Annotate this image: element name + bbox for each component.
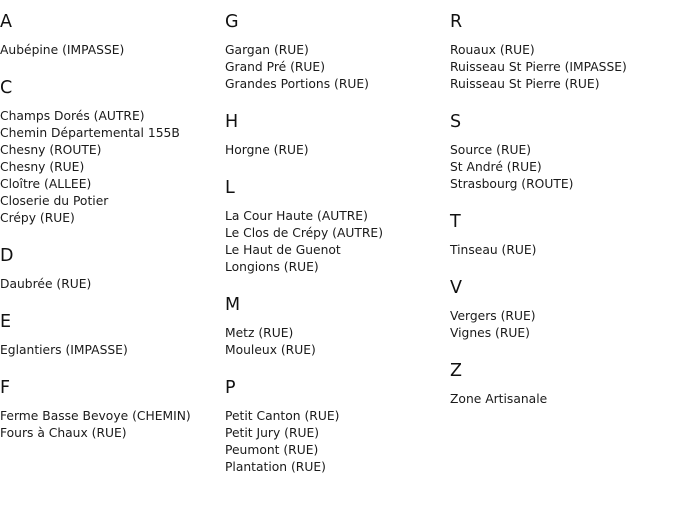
letter-heading: E <box>0 312 12 332</box>
street-link[interactable]: Metz (RUE) <box>225 326 294 340</box>
letter-group <box>225 294 450 359</box>
street-link[interactable]: Grandes Portions (RUE) <box>225 77 369 91</box>
street-link[interactable]: Gargan (RUE) <box>225 43 309 57</box>
letter-group <box>450 211 675 259</box>
letter-group <box>225 177 450 276</box>
street-link[interactable]: Plantation (RUE) <box>225 460 326 474</box>
street-link[interactable]: Tinseau (RUE) <box>450 243 537 257</box>
letter-heading: Z <box>450 361 462 381</box>
index-column-1 <box>0 11 225 460</box>
street-link[interactable]: Ferme Basse Bevoye (CHEMIN) <box>0 409 191 423</box>
letter-group <box>225 111 450 159</box>
letter-group <box>0 245 225 293</box>
letter-heading: P <box>225 378 236 398</box>
street-link[interactable]: Strasbourg (ROUTE) <box>450 177 574 191</box>
street-link[interactable]: Zone Artisanale <box>450 392 548 406</box>
street-link[interactable]: Le Clos de Crépy (AUTRE) <box>225 226 383 240</box>
letter-group <box>450 277 675 342</box>
street-link[interactable]: Aubépine (IMPASSE) <box>0 43 125 57</box>
street-link[interactable]: Chesny (ROUTE) <box>0 143 102 157</box>
street-link[interactable]: Grand Pré (RUE) <box>225 60 325 74</box>
street-link[interactable]: Mouleux (RUE) <box>225 343 316 357</box>
street-link[interactable]: Source (RUE) <box>450 143 532 157</box>
letter-group <box>225 377 450 476</box>
street-link[interactable]: St André (RUE) <box>450 160 542 174</box>
index-column-2 <box>225 11 450 494</box>
letter-group <box>0 377 225 442</box>
street-link[interactable]: Horgne (RUE) <box>225 143 309 157</box>
letter-group <box>450 11 675 93</box>
letter-heading: H <box>225 112 239 132</box>
street-link[interactable]: Fours à Chaux (RUE) <box>0 426 127 440</box>
street-link[interactable]: Daubrée (RUE) <box>0 277 92 291</box>
letter-heading: R <box>450 12 463 32</box>
street-link[interactable]: Ruisseau St Pierre (RUE) <box>450 77 600 91</box>
street-link[interactable]: Champs Dorés (AUTRE) <box>0 109 145 123</box>
street-link[interactable]: Peumont (RUE) <box>225 443 319 457</box>
street-link[interactable]: Vergers (RUE) <box>450 309 536 323</box>
letter-heading: A <box>0 12 12 32</box>
street-link[interactable]: Crépy (RUE) <box>0 211 75 225</box>
letter-group <box>450 360 675 408</box>
street-link[interactable]: Chemin Départemental 155B <box>0 126 180 140</box>
letter-group <box>0 311 225 359</box>
index-column-3 <box>450 11 675 426</box>
letter-heading: L <box>225 178 235 198</box>
letter-group <box>450 111 675 193</box>
letter-group <box>0 11 225 59</box>
letter-heading: F <box>0 378 11 398</box>
street-link[interactable]: Vignes (RUE) <box>450 326 530 340</box>
street-link[interactable]: Le Haut de Guenot <box>225 243 341 257</box>
street-link[interactable]: Eglantiers (IMPASSE) <box>0 343 128 357</box>
letter-heading: T <box>450 212 461 232</box>
street-link[interactable]: Rouaux (RUE) <box>450 43 535 57</box>
letter-heading: S <box>450 112 462 132</box>
letter-group <box>225 11 450 93</box>
street-link[interactable]: Closerie du Potier <box>0 194 109 208</box>
letter-group <box>0 77 225 227</box>
street-link[interactable]: Ruisseau St Pierre (IMPASSE) <box>450 60 627 74</box>
letter-heading: M <box>225 295 241 315</box>
letter-heading: G <box>225 12 239 32</box>
letter-heading: C <box>0 78 13 98</box>
street-link[interactable]: Chesny (RUE) <box>0 160 85 174</box>
street-link[interactable]: La Cour Haute (AUTRE) <box>225 209 368 223</box>
letter-heading: D <box>0 246 14 266</box>
letter-heading: V <box>450 278 462 298</box>
street-link[interactable]: Cloître (ALLEE) <box>0 177 92 191</box>
street-link[interactable]: Longions (RUE) <box>225 260 319 274</box>
street-link[interactable]: Petit Canton (RUE) <box>225 409 340 423</box>
street-link[interactable]: Petit Jury (RUE) <box>225 426 320 440</box>
